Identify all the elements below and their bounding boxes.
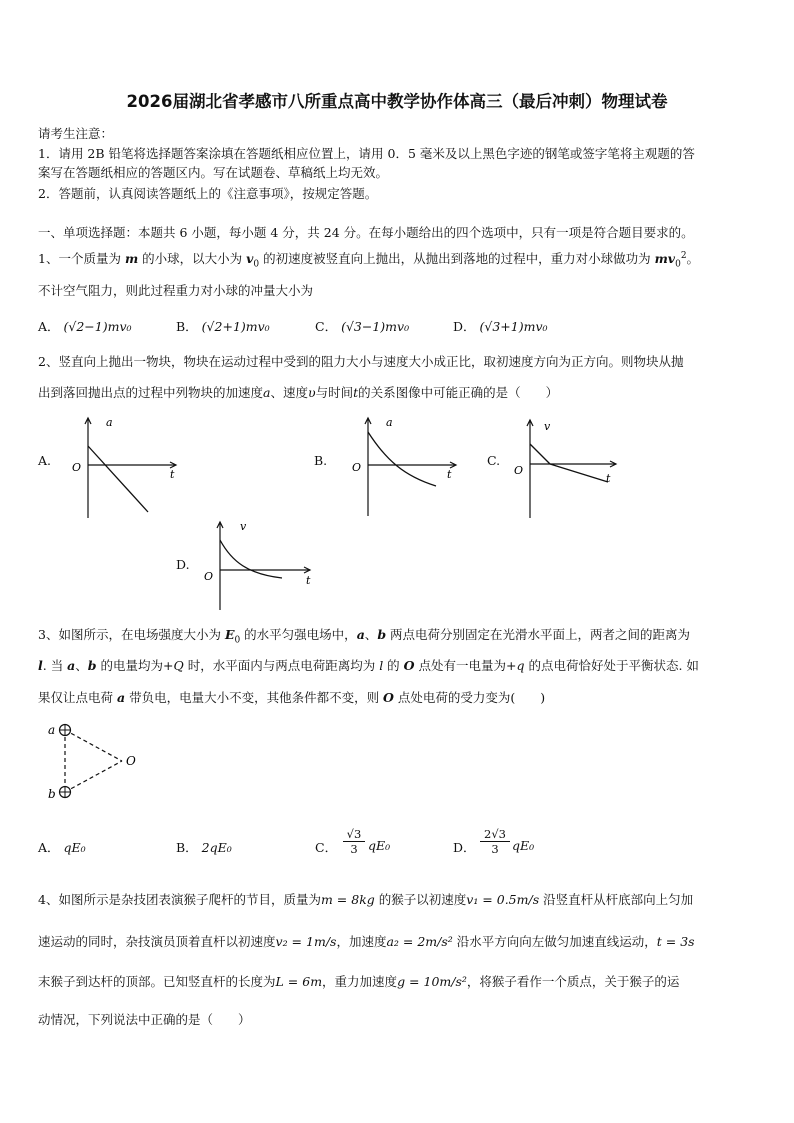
- graph-a-curve: [88, 446, 148, 512]
- q3-label-b: b: [48, 787, 56, 801]
- q2-graph-b-label: B.: [314, 453, 328, 468]
- q2-graph-d-label: D.: [176, 557, 190, 572]
- q1-option-b: B． (√2+1)mv₀: [176, 319, 270, 334]
- q1-option-a: A． (√2−1)mv₀: [38, 319, 132, 334]
- q4-line-2: 速运动的同时，杂技演员顶着直杆以初速度v₂ = 1m/s，加速度a₂ = 2m/s² 沿水平方向向左做匀加速直线运动，t = 3s: [38, 934, 695, 949]
- q2-line-1: 2、竖直向上抛出一物块，物块在运动过程中受到的阻力大小与速度大小成正比，取初速度方向为正方向。则物块从抛: [38, 354, 684, 369]
- q3-option-c: C．: [315, 840, 338, 855]
- q3-option-d: D．: [453, 840, 476, 855]
- graph-d-curve: [220, 540, 282, 578]
- q2-graph-a: [66, 412, 186, 522]
- q3-option-d-fraction: 2√3 3: [480, 827, 510, 856]
- q1-option-c: C． (√3−1)mv₀: [315, 319, 410, 334]
- graph-a-x-label: t: [170, 468, 175, 481]
- q3-line-2: l. 当 a、b 的电量均为+Q 时，水平面内与两点电荷距离均为 l 的 O 点处有一电量为+q 的点电荷恰好处于平衡状态. 如: [38, 658, 699, 673]
- q4-line-3: 末猴子到达杆的顶部。已知竖直杆的长度为L = 6m，重力加速度g = 10m/s²，将猴子看作一个质点，关于猴子的运: [38, 974, 680, 989]
- notice-item-1-line-2: 案写在答题纸相应的答题区内。写在试题卷、草稿纸上均无效。: [38, 165, 389, 180]
- notice-item-1-line-1: 1．请用 2B 铅笔将选择题答案涂填在答题纸相应位置上，请用 0．5 毫米及以上黑色字迹的钢笔或签字笔将主观题的答: [38, 146, 695, 161]
- notice-heading: 请考生注意：: [38, 126, 114, 141]
- q3-line-ao: [65, 730, 122, 761]
- q1-line-1: 1、一个质量为 m 的小球，以大小为 $v_0$ 的初速度被竖直向上抛出，从抛出到落地的过程中，重力对小球做功为 $mv_0^2$。: [38, 250, 700, 270]
- graph-c-x-label: t: [606, 472, 611, 485]
- graph-b-y-label: a: [386, 416, 393, 429]
- graph-b-origin: O: [352, 461, 362, 474]
- q2-graph-d: [198, 518, 318, 614]
- q3-line-1: 3、如图所示，在电场强度大小为 $E_0$ 的水平匀强电场中，a、b 两点电荷分别固定在光滑水平面上，两者之间的距离为: [38, 627, 691, 646]
- q1-line-2: 不计空气阻力，则此过程重力对小球的冲量大小为: [38, 283, 314, 298]
- graph-b-x-label: t: [447, 468, 452, 481]
- q2-line-2: 出到落回抛出点的过程中列物块的加速度a、速度υ与时间t的关系图像中可能正确的是（ ）: [38, 385, 559, 400]
- q2-graph-c: [508, 414, 628, 520]
- q3-label-a: a: [48, 723, 56, 737]
- graph-c-y-label: v: [544, 420, 551, 433]
- q1-option-d: D． (√3+1)mv₀: [453, 319, 548, 334]
- q3-line-bo: [65, 761, 122, 792]
- q3-line-3: 果仅让点电荷 a 带负电，电量大小不变，其他条件都不变，则 O 点处电荷的受力变为( ): [38, 690, 546, 705]
- graph-a-origin: O: [72, 461, 82, 474]
- graph-d-x-label: t: [306, 574, 311, 587]
- q3-option-c-tail: qE₀: [368, 838, 391, 853]
- q2-graph-a-label: A.: [38, 453, 52, 468]
- q3-option-c-fraction: √3 3: [343, 827, 365, 856]
- q3-option-b: B． 2qE₀: [176, 840, 232, 855]
- notice-item-2: 2．答题前，认真阅读答题纸上的《注意事项》，按规定答题。: [38, 186, 378, 201]
- q3-figure: [40, 718, 150, 804]
- graph-c-origin: O: [514, 464, 524, 477]
- q3-label-o: O: [126, 754, 136, 768]
- graph-c-curve-up: [530, 444, 550, 464]
- graph-b-curve: [368, 432, 436, 486]
- q3-option-d-tail: qE₀: [512, 838, 535, 853]
- graph-d-y-label: v: [240, 520, 247, 533]
- graph-d-origin: O: [204, 570, 214, 583]
- graph-a-y-label: a: [106, 416, 113, 429]
- q4-line-4: 动情况，下列说法中正确的是（ ）: [38, 1012, 251, 1027]
- q2-graph-b: [346, 412, 466, 517]
- q4-line-1: 4、如图所示是杂技团表演猴子爬杆的节目，质量为m = 8kg 的猴子以初速度v₁ = 0.5m/s 沿竖直杆从杆底部向上匀加: [38, 892, 694, 907]
- q3-option-a: A． qE₀: [38, 840, 86, 855]
- graph-c-curve-down: [550, 464, 608, 482]
- page-title: 2026届湖北省孝感市八所重点高中教学协作体高三（最后冲刺）物理试卷: [126, 92, 668, 111]
- section-heading: 一、单项选择题：本题共 6 小题，每小题 4 分，共 24 分。在每小题给出的四个选项中，只有一项是符合题目要求的。: [38, 225, 694, 240]
- q2-graph-c-label: C.: [487, 453, 501, 468]
